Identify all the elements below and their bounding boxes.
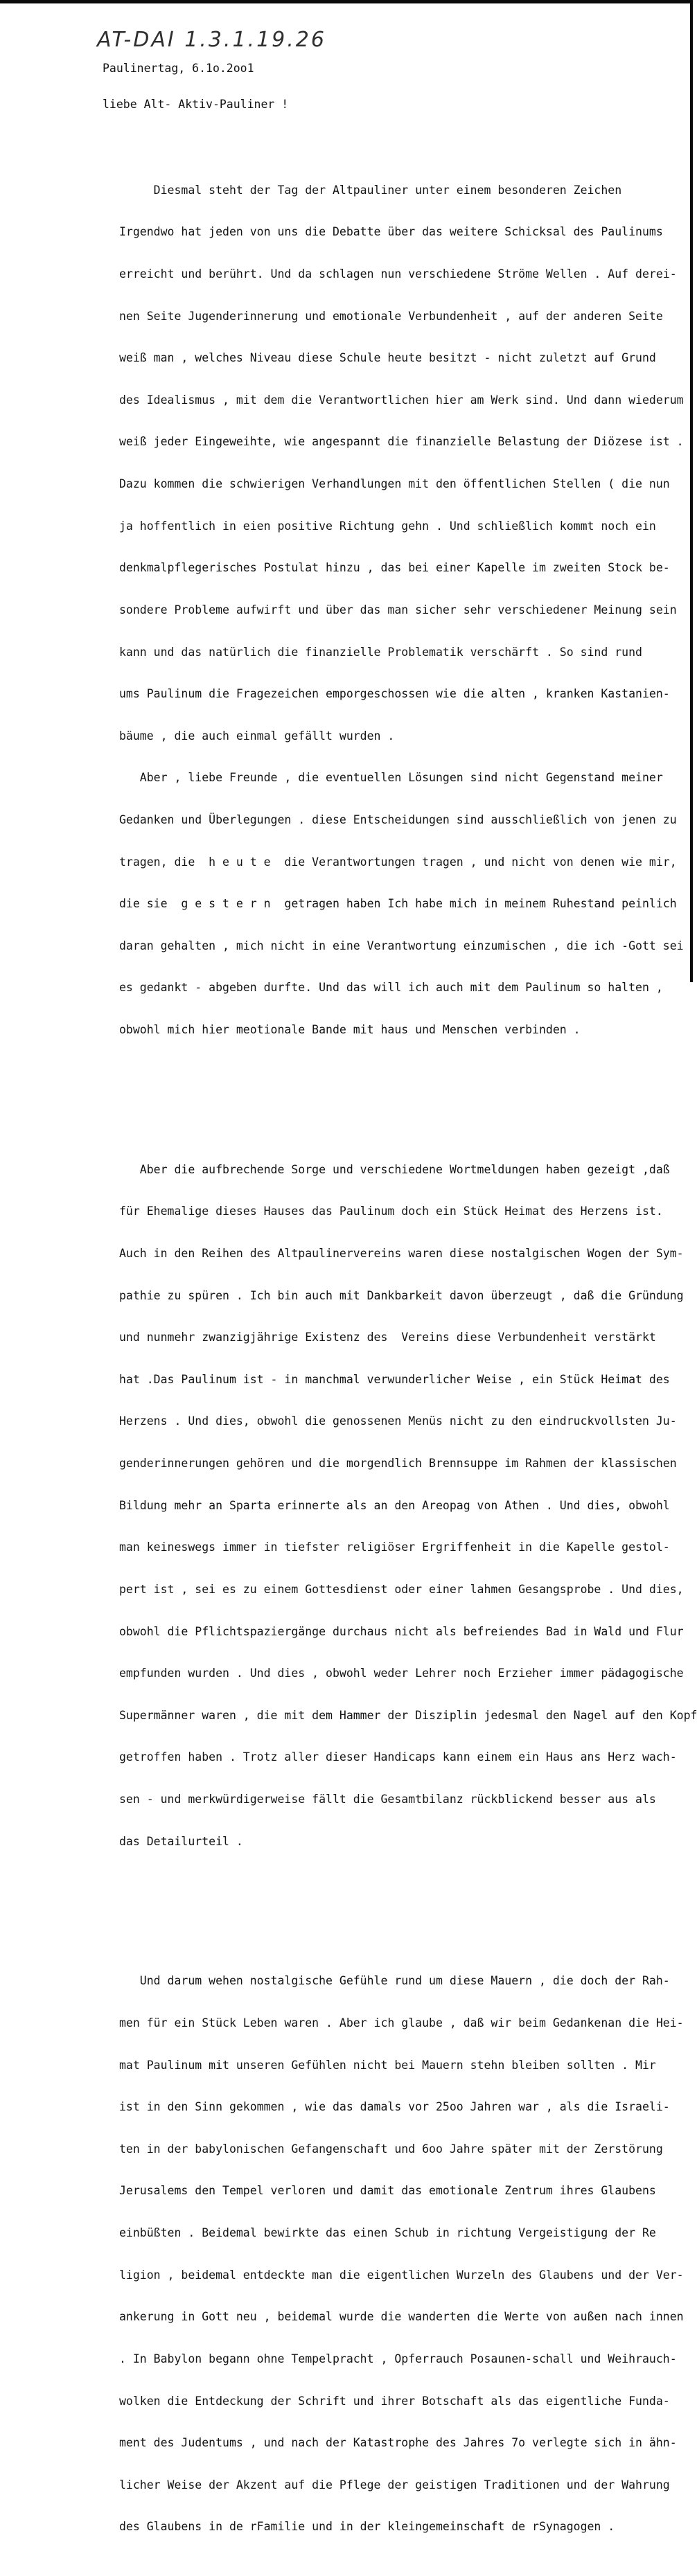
paragraph-gap — [119, 1093, 691, 1107]
text-line: sondere Probleme aufwirft und über das man sicher sehr verschiedener Meinung sein — [119, 603, 677, 616]
paragraph-gap — [119, 1905, 691, 1919]
scan-border-top — [0, 0, 693, 3]
text-line: Supermänner waren , die mit dem Hammer der Disziplin jedesmal den Nagel auf den Kopf — [119, 1708, 697, 1722]
text-line: . In Babylon begann ohne Tempelpracht , Opferrauch Posaunen-schall und Weihrauch- — [119, 2352, 677, 2365]
text-line: Gedanken und Überlegungen . diese Entscheidungen sind ausschließlich von jenen zu — [119, 812, 677, 826]
text-line: tragen, die h e u t e die Verantwortungen tragen , und nicht von denen wie mir, — [119, 855, 677, 869]
text-line: daran gehalten , mich nicht in eine Verantwortung einzumischen , die ich -Gott sei — [119, 939, 684, 952]
text-line: ment des Judentums , und nach der Katastrophe des Jahres 7o verlegte sich in ähn- — [119, 2436, 677, 2450]
text-line: men für ein Stück Leben waren . Aber ich glaube , daß wir beim Gedankenan die Hei- — [119, 2016, 684, 2030]
date-line: Paulinertag, 6.1o.2oo1 — [103, 62, 254, 75]
text-line: weiß jeder Eingeweihte, wie angespannt die finanzielle Belastung der Diözese ist . — [119, 435, 684, 449]
text-line: denkmalpflegerisches Postulat hinzu , das bei einer Kapelle im zweiten Stock be- — [119, 561, 670, 575]
text-line: wolken die Entdeckung der Schrift und ihrer Botschaft als das eigentliche Funda- — [119, 2394, 670, 2408]
text-line: sen - und merkwürdigerweise fällt die Gesamtbilanz rückblickend besser aus als — [119, 1792, 656, 1806]
text-line: genderinnerungen gehören und die morgendlich Brennsuppe im Rahmen der klassischen — [119, 1457, 677, 1471]
text-line: ums Paulinum die Fragezeichen emporgeschossen wie die alten , kranken Kastanien- — [119, 687, 670, 701]
text-line: erreicht und berührt. Und da schlagen nun verschiedene Ströme Wellen . Auf derei- — [119, 267, 677, 281]
text-line: licher Weise der Akzent auf die Pflege der geistigen Traditionen und der Wahrung — [119, 2478, 670, 2491]
text-line: Aber , liebe Freunde , die eventuellen Lösungen sind nicht Gegenstand meiner — [119, 771, 663, 785]
letter-body — [119, 127, 697, 2576]
text-line: kann und das natürlich die finanzielle Problematik verschärft . So sind rund — [119, 645, 642, 659]
text-line: ist in den Sinn gekommen , wie das damals vor 25oo Jahren war , als die Israeli- — [119, 2100, 670, 2114]
text-line: es gedankt - abgeben durfte. Und das will ich auch mit dem Paulinum so halten , — [119, 981, 663, 995]
text-line: bäume , die auch einmal gefällt wurden . — [119, 729, 395, 743]
text-line: man keineswegs immer in tiefster religiöser Ergriffenheit in die Kapelle gestol- — [119, 1540, 670, 1554]
text-line: mat Paulinum mit unseren Gefühlen nicht bei Mauern stehn bleiben sollten . Mir — [119, 2058, 656, 2072]
text-line: ja hoffentlich in eien positive Richtung gehn . Und schließlich kommt noch ein — [119, 519, 656, 533]
text-line: ligion , beidemal entdeckte man die eigentlichen Wurzeln des Glaubens und der Ver- — [119, 2268, 684, 2282]
text-line: obwohl die Pflichtspaziergänge durchaus nicht als befreiendes Bad in Wald und Flur — [119, 1624, 684, 1638]
text-line: empfunden wurden . Und dies , obwohl weder Lehrer noch Erzieher immer pädagogische — [119, 1667, 684, 1680]
text-line: für Ehemalige dieses Hauses das Paulinum doch ein Stück Heimat des Herzens ist. — [119, 1205, 663, 1218]
text-line: Diesmal steht der Tag der Altpauliner unter einem besonderen Zeichen — [119, 183, 622, 197]
text-line: Bildung mehr an Sparta erinnerte als an den Areopag von Athen . Und dies, obwohl — [119, 1498, 670, 1512]
text-line: Herzens . Und dies, obwohl die genossenen Menüs nicht zu den eindruckvollsten Ju- — [119, 1414, 677, 1428]
text-line: das Detailurteil . — [119, 1834, 243, 1848]
text-line: Dazu kommen die schwierigen Verhandlungen mit den öffentlichen Stellen ( die nun — [119, 477, 670, 491]
text-line: Und darum wehen nostalgische Gefühle rund um diese Mauern , die doch der Rah- — [119, 1974, 670, 1988]
text-line: weiß man , welches Niveau diese Schule heute besitzt - nicht zuletzt auf Grund — [119, 351, 656, 365]
text-line: und nunmehr zwanzigjährige Existenz des Vereins diese Verbundenheit verstärkt — [119, 1331, 656, 1344]
paragraph-3 — [119, 1946, 691, 2562]
text-line: getroffen haben . Trotz aller dieser Handicaps kann einem ein Haus ans Herz wach- — [119, 1750, 677, 1764]
archive-signature: AT-DAI 1.3.1.19.26 — [97, 28, 326, 52]
text-line: obwohl mich hier meotionale Bande mit haus und Menschen verbinden . — [119, 1023, 581, 1036]
salutation: liebe Alt- Aktiv-Pauliner ! — [103, 98, 289, 111]
text-line: pathie zu spüren . Ich bin auch mit Dankbarkeit davon überzeugt , daß die Gründung — [119, 1288, 684, 1302]
text-line: Irgendwo hat jeden von uns die Debatte über das weitere Schicksal des Paulinums — [119, 225, 663, 239]
text-line: pert ist , sei es zu einem Gottesdienst oder einer lahmen Gesangsprobe . Und dies, — [119, 1582, 684, 1596]
text-line: nen Seite Jugenderinnerung und emotionale Verbundenheit , auf der anderen Seite — [119, 309, 663, 323]
text-line: des Idealismus , mit dem die Verantwortlichen hier am Werk sind. Und dann wiederum — [119, 393, 684, 407]
text-line: ankerung in Gott neu , beidemal wurde die wanderten die Werte von außen nach innen — [119, 2310, 684, 2324]
text-line: einbüßten . Beidemal bewirkte das einen Schub in richtung Vergeistigung der Re — [119, 2226, 656, 2240]
text-line: Auch in den Reihen des Altpaulinervereins waren diese nostalgischen Wogen der Sym- — [119, 1247, 684, 1261]
text-line: Aber die aufbrechende Sorge und verschiedene Wortmeldungen haben gezeigt ,daß — [119, 1162, 670, 1176]
text-line: die sie g e s t e r n getragen haben Ich habe mich in meinem Ruhestand peinlich — [119, 897, 677, 911]
text-line: hat .Das Paulinum ist - in manchmal verwunderlicher Weise , ein Stück Heimat des — [119, 1372, 670, 1386]
text-line: Jerusalems den Tempel verloren und damit das emotionale Zentrum ihres Glaubens — [119, 2184, 656, 2198]
text-line: des Glaubens in de rFamilie und in der kleingemeinschaft de rSynagogen . — [119, 2520, 615, 2534]
paragraph-2 — [119, 1135, 697, 1876]
paragraph-1 — [119, 155, 691, 1065]
text-line: ten in der babylonischen Gefangenschaft und 6oo Jahre später mit der Zerstörung — [119, 2142, 663, 2156]
